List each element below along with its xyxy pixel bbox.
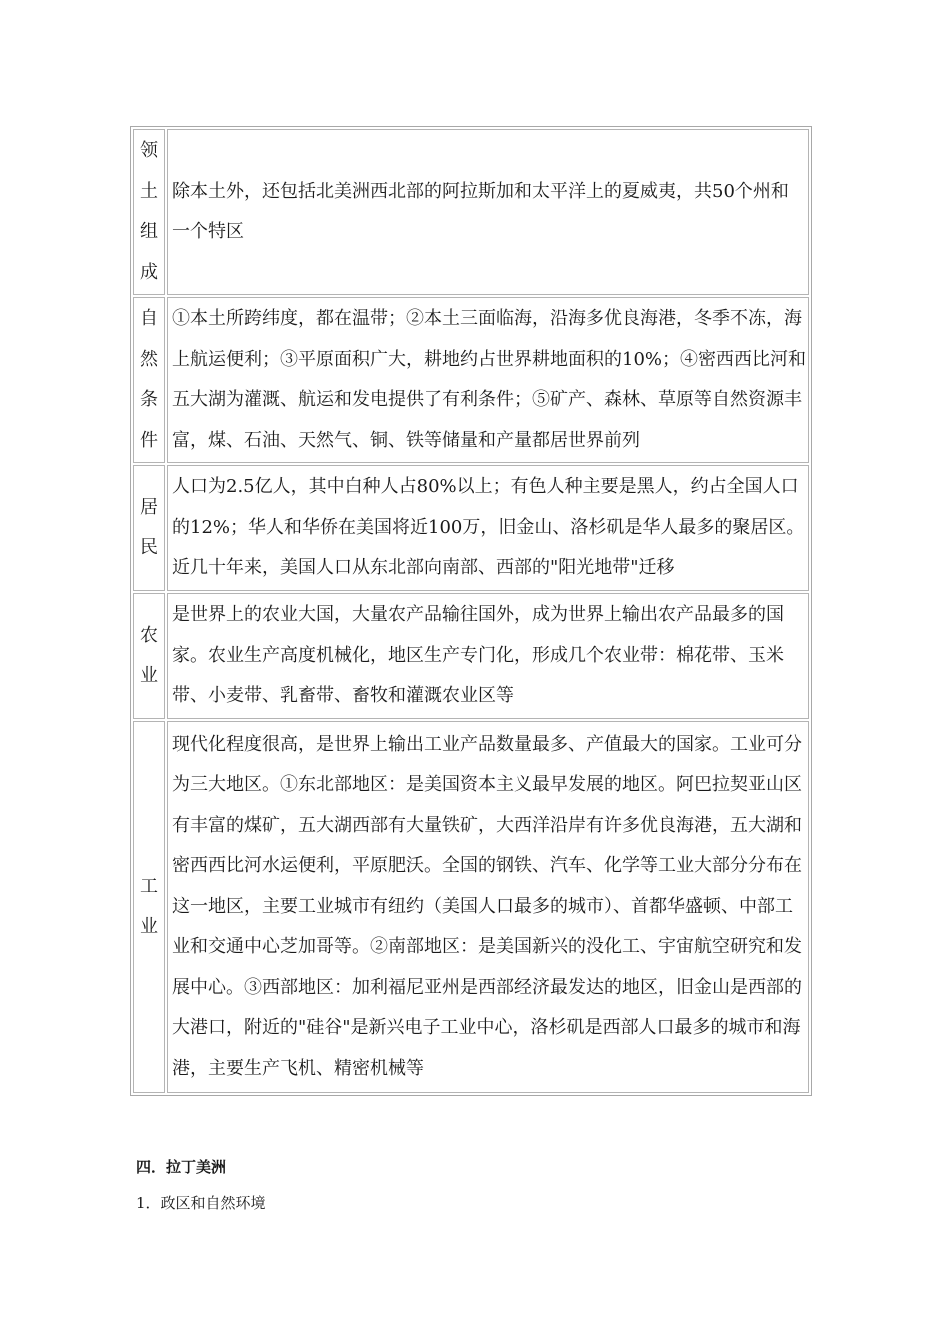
content-text: 除本土外，还包括北美洲西北部的阿拉斯加和太平洋上的夏威夷，共50个州和一个特区 (172, 180, 789, 242)
section-heading: 四．拉丁美洲 (136, 1158, 227, 1176)
label-text: 领土组成 (140, 140, 158, 283)
table-row (133, 129, 809, 295)
content-text: 现代化程度很高，是世界上输出工业产品数量最多、产值最大的国家。工业可分为三大地区。①东北部地区：是美国资本主义最早发展的地区。阿巴拉契亚山区有丰富的煤矿，五大湖西部有大量铁矿，大西洋沿岸有许多优良海港，五大湖和密西西比河水运便利，平原肥沃。全国的钢铁、汽车、化学等工业大部分分布在这一地区，主要工业城市有纽约（美国人口最多的城市）、首都华盛顿、中部工业和交通中心芝加哥等。②南部地区：是美国新兴的没化工、宇宙航空研究和发展中心。③西部地区：加利福尼亚州是西部经济最发达的地区，旧金山是西部的大港口，附近的"硅谷"是新兴电子工业中心，洛杉矶是西部人口最多的城市和海港，主要生产飞机、精密机械等 (172, 733, 802, 1079)
row-content-territory (167, 129, 809, 295)
row-label-industry (133, 721, 165, 1093)
row-label-agriculture (133, 593, 165, 719)
row-content-residents (167, 465, 809, 591)
content-text: 是世界上的农业大国，大量农产品输往国外，成为世界上输出农产品最多的国家。农业生产高度机械化，地区生产专门化，形成几个农业带：棉花带、玉米带、小麦带、乳畜带、畜牧和灌溉农业区等 (172, 604, 784, 707)
row-label-natural (133, 297, 165, 463)
table-row (133, 721, 809, 1093)
row-label-territory (133, 129, 165, 295)
table-row (133, 297, 809, 463)
table-row (133, 465, 809, 591)
content-text: ①本土所跨纬度，都在温带；②本土三面临海，沿海多优良海港，冬季不冻，海上航运便利；③平原面积广大，耕地约占世界耕地面积的10%；④密西西比河和五大湖为灌溉、航运和发电提供了有利条件；⑤矿产、森林、草原等自然资源丰富，煤、石油、天然气、铜、铁等储量和产量都居世界前列 (172, 308, 807, 451)
content-text: 人口为2.5亿人，其中白种人占80%以上；有色人种主要是黑人，约占全国人口的12%；华人和华侨在美国将近100万，旧金山、洛杉矶是华人最多的聚居区。近几十年来，美国人口从东北部向南部、西部的"阳光地带"迁移 (172, 476, 805, 579)
info-table (130, 126, 812, 1096)
row-content-agriculture (167, 593, 809, 719)
row-label-residents (133, 465, 165, 591)
table-row (133, 593, 809, 719)
sub-heading: 1．政区和自然环境 (136, 1194, 266, 1212)
label-text: 自然条件 (140, 308, 158, 451)
label-text: 居民 (140, 496, 158, 558)
label-text: 工业 (140, 875, 158, 937)
row-content-industry (167, 721, 809, 1093)
label-text: 农业 (140, 624, 158, 686)
row-content-natural (167, 297, 809, 463)
